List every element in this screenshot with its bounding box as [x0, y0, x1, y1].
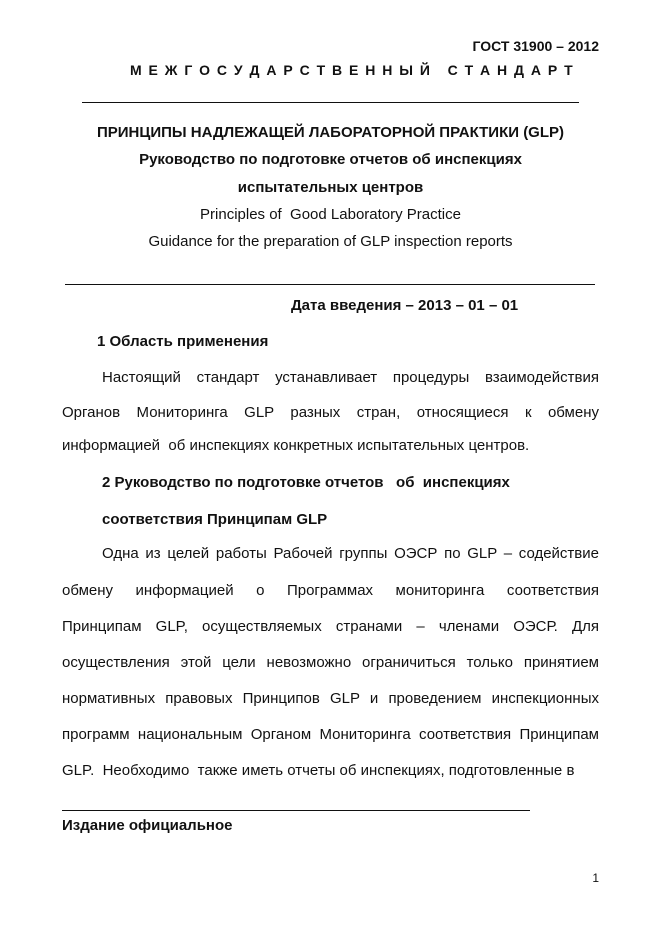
- title-divider: [65, 284, 595, 285]
- title-ru-sub-line2: испытательных центров: [237, 179, 424, 196]
- title-ru-sub-line1: Руководство по подготовке отчетов об инспекциях: [139, 151, 522, 168]
- section2-line7: GLP. Необходимо также иметь отчеты об инспекциях, подготовленные в: [62, 762, 575, 779]
- edition-note: Издание официальное: [62, 817, 233, 834]
- title-en-line1: Principles of Good Laboratory Practice: [200, 206, 461, 223]
- intro-date: Дата введения – 2013 – 01 – 01: [291, 297, 519, 314]
- header-divider: [82, 102, 579, 103]
- section2-heading-line1: 2 Руководство по подготовке отчетов об инспекциях: [102, 474, 510, 491]
- gost-code: ГОСТ 31900 – 2012: [472, 38, 599, 54]
- section2-line4: осуществления этой цели невозможно ограничиться только принятием: [62, 654, 599, 671]
- title-en-line2: Guidance for the preparation of GLP inspection reports: [148, 233, 513, 250]
- section1-heading: 1 Область применения: [97, 333, 269, 350]
- section1-line2: Органов Мониторинга GLP разных стран, относящиеся к обмену: [62, 404, 599, 421]
- page-number: 1: [592, 871, 599, 885]
- title-ru-main: ПРИНЦИПЫ НАДЛЕЖАЩЕЙ ЛАБОРАТОРНОЙ ПРАКТИКИ (GLP): [96, 124, 565, 141]
- section1-line3: информацией об инспекциях конкретных испытательных центров.: [62, 437, 530, 454]
- section1-line1: Настоящий стандарт устанавливает процедуры взаимодействия: [102, 369, 599, 386]
- section2-line3: Принципам GLP, осуществляемых странами – членами ОЭСР. Для: [62, 618, 599, 635]
- section2-line2: обмену информацией о Программах мониторинга соответствия: [62, 582, 599, 599]
- section2-heading-line2: соответствия Принципам GLP: [102, 511, 328, 528]
- footer-divider: [62, 810, 530, 811]
- section2-line1: Одна из целей работы Рабочей группы ОЭСР по GLP – содействие: [102, 545, 599, 562]
- section2-line5: нормативных правовых Принципов GLP и проведением инспекционных: [62, 690, 599, 707]
- standard-type: М Е Ж Г О С У Д А Р С Т В Е Н Н Ы Й С Т А Н Д А Р Т: [130, 62, 575, 78]
- section2-line6: программ национальным Органом Мониторинга соответствия Принципам: [62, 726, 599, 743]
